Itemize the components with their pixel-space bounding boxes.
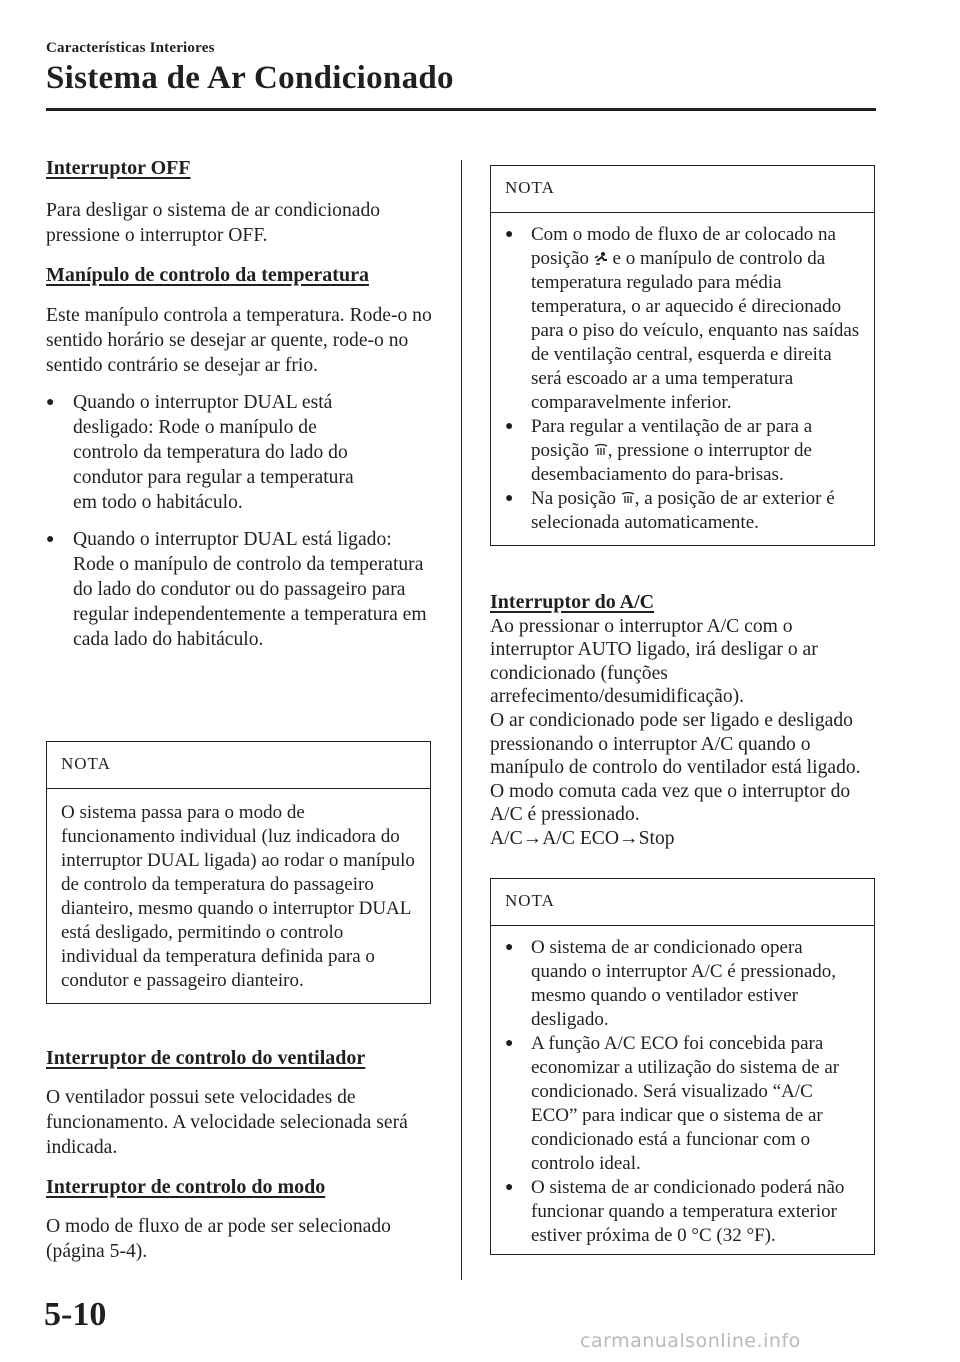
temp-heading: Manípulo de controlo da temperatura (46, 264, 369, 286)
header-rule (46, 108, 876, 111)
defroster-icon (594, 443, 608, 457)
bullet-icon: ● (46, 532, 55, 547)
defroster-icon (621, 491, 635, 505)
list-item: ● Na posição , a posição de ar exterior é selecionada automaticamente. (505, 488, 835, 533)
bullet-icon: ● (505, 940, 514, 955)
section-label: Características Interiores (46, 40, 215, 56)
watermark: carmanualsonline.info (580, 1330, 801, 1352)
bullet-icon: ● (505, 419, 514, 434)
chapter-title: Sistema de Ar Condicionado (46, 60, 454, 96)
list-item: ● O sistema de ar condicionado opera quando o interruptor A/C é pressionado, mesmo quando o ventilador estiver desligado. (505, 937, 837, 1030)
list-item: ● Para regular a ventilação de ar para a posição , pressione o interruptor de desembaciamento do para-brisas. (505, 416, 813, 485)
nota-text: O sistema passa para o modo de funcionamento individual (luz indicadora do interruptor DUAL ligada) ao rodar o manípulo de controlo da temperatura do passageiro dianteiro, mesmo quando o interruptor DUAL está desligado, permitindo o controlo individual da temperatura definida para o condutor e passageiro dianteiro. (61, 802, 415, 991)
page-number: 5-10 (44, 1296, 107, 1333)
bullet-icon: ● (46, 395, 55, 410)
list-item: ● A função A/C ECO foi concebida para economizar a utilização do sistema de ar condicionado. Será visualizado “A/C ECO” para indicar que o sistema de ar condicionado está a funcionar com o controlo ideal. (505, 1033, 840, 1174)
ac-paragraph: O ar condicionado pode ser ligado e desligado pressionando o interruptor A/C quando o manípulo de controlo do ventilador está ligado. (490, 709, 861, 779)
nota-title: NOTA (491, 166, 874, 213)
bullet-icon: ● (505, 1036, 514, 1051)
fan-text: O ventilador possui sete velocidades de funcionamento. A velocidade selecionada será indicada. (46, 1087, 408, 1158)
bullet-icon: ● (505, 1180, 514, 1195)
ac-heading: Interruptor do A/C (490, 591, 655, 613)
bullet-icon: ● (505, 227, 514, 242)
mode-text: O modo de fluxo de ar pode ser selecionado (página 5-4). (46, 1216, 391, 1262)
ac-paragraph: Ao pressionar o interruptor A/C com o interruptor AUTO ligado, irá desligar o ar condicionado (funções arrefecimento/desumidificação). (490, 615, 818, 708)
left-column (46, 156, 434, 652)
fan-heading: Interruptor de controlo do ventilador (46, 1047, 366, 1069)
list-item: ● Quando o interruptor DUAL está desligado: Rode o manípulo de controlo da temperatura do lado do condutor para regular a temperatura em todo o habitáculo. (46, 392, 354, 513)
column-divider (461, 160, 462, 1280)
off-text: Para desligar o sistema de ar condicionado pressione o interruptor OFF. (46, 200, 381, 246)
left-column-lower (46, 1046, 434, 1264)
off-heading: Interruptor OFF (46, 157, 191, 179)
nota-title: NOTA (491, 879, 874, 926)
floor-vent-icon (594, 251, 608, 265)
bullet-icon: ● (505, 491, 514, 506)
nota-box-3 (490, 878, 875, 1255)
nota-box-1 (46, 741, 431, 1004)
list-item: ● O sistema de ar condicionado poderá não funcionar quando a temperatura exterior estiver próxima de 0 °C (32 °F). (505, 1177, 845, 1246)
nota-title: NOTA (47, 742, 430, 789)
temp-text: Este manípulo controla a temperatura. Rode-o no sentido horário se desejar ar quente, rode-o no sentido contrário se desejar ar frio. (46, 305, 432, 376)
nota-box-2 (490, 165, 875, 546)
ac-paragraph: O modo comuta cada vez que o interruptor do A/C é pressionado. (490, 780, 851, 826)
list-item: ● Com o modo de fluxo de ar colocado na posição e o manípulo de controlo da temperatura regulado para média temperatura, o ar aquecido é direcionado para o piso do veículo, enquanto nas saídas de ventilação central, esquerda e direita será escoado ar a uma temperatura comparavelmente inferior. (505, 224, 860, 413)
list-item: ● Quando o interruptor DUAL está ligado: Rode o manípulo de controlo da temperatura do lado do condutor ou do passageiro para regular independentemente a temperatura em cada lado do habitáculo. (46, 529, 427, 650)
right-column (490, 591, 876, 851)
ac-sequence: A/C→A/C ECO→Stop (490, 827, 675, 849)
mode-heading: Interruptor de controlo do modo (46, 1176, 326, 1198)
